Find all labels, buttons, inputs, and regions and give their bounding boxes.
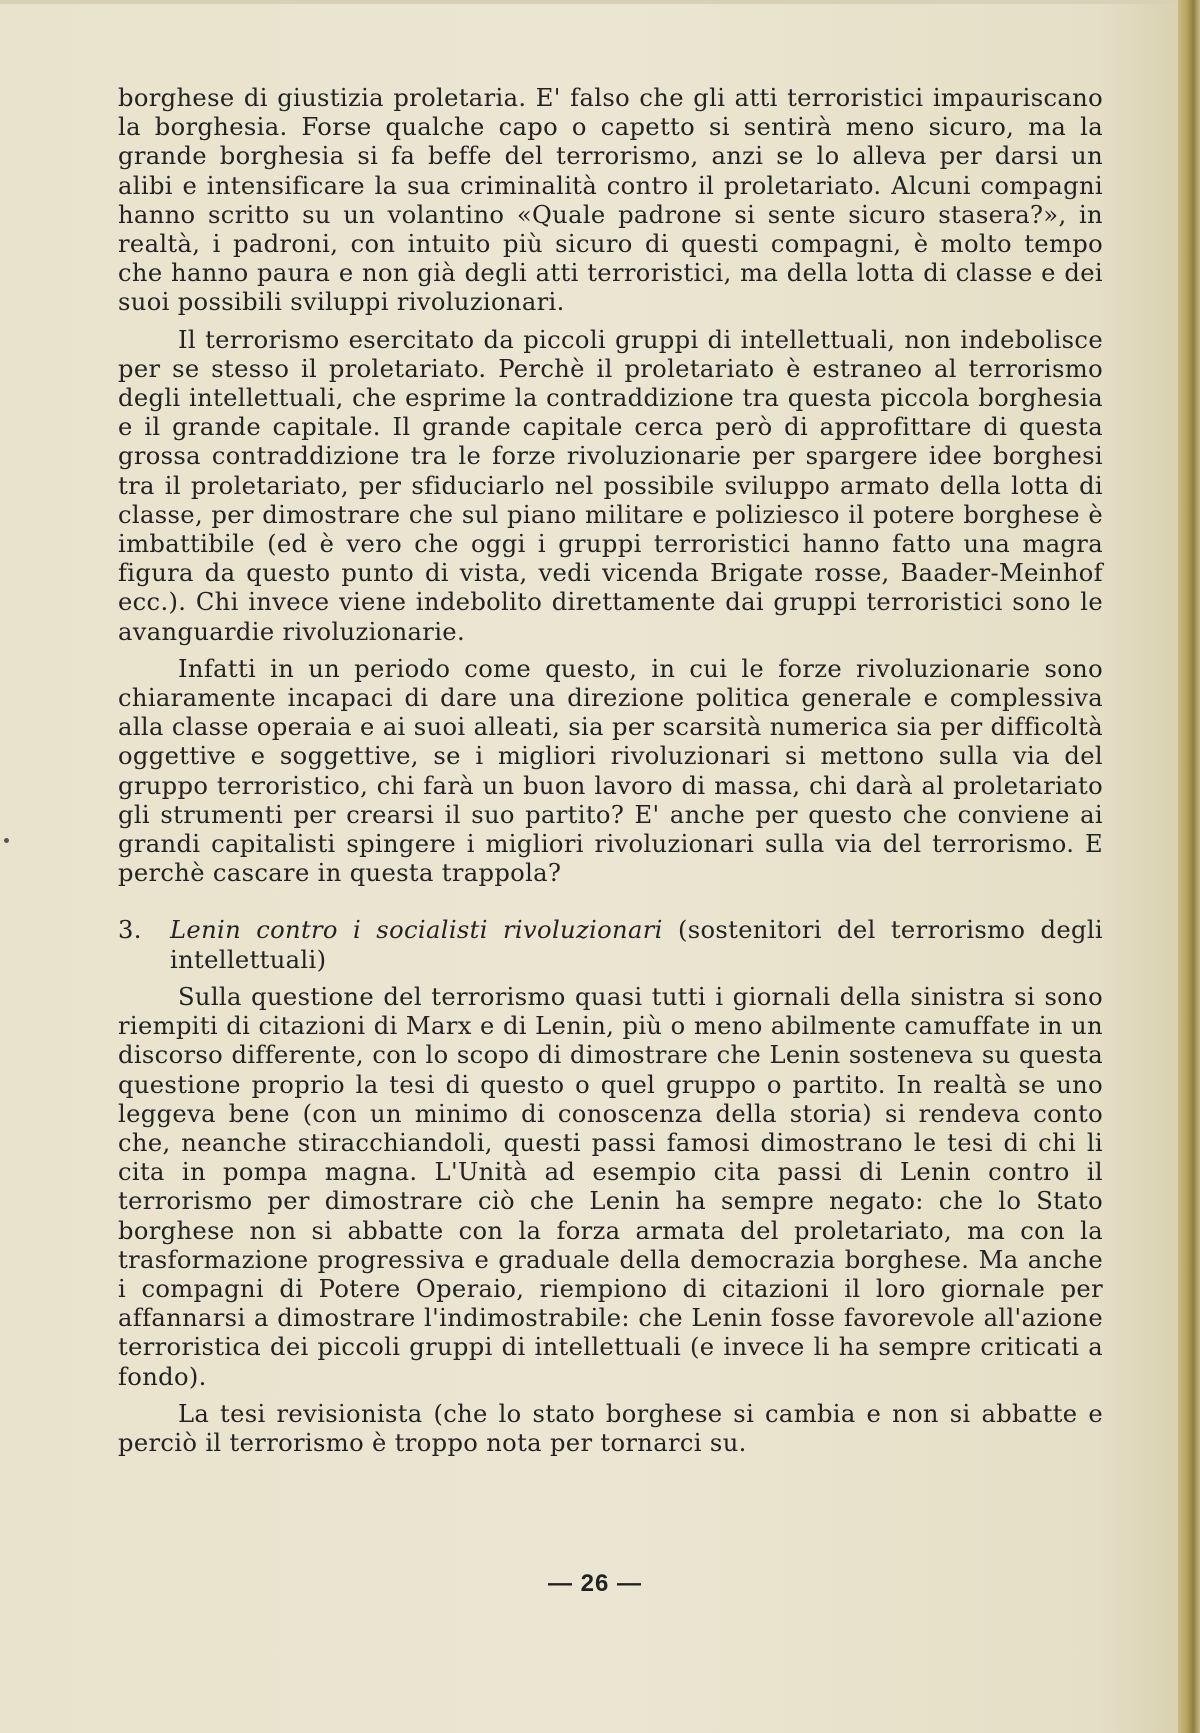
section-title-italic: Lenin contro i socialisti rivoluzionari	[170, 916, 663, 945]
paragraph-gap	[118, 975, 1103, 983]
section-gap	[118, 888, 1103, 916]
section-title-rest: (sostenitori del terrorismo degli intellettuali)	[170, 916, 1103, 974]
margin-speck	[4, 838, 9, 843]
page-body	[118, 84, 1103, 1458]
book-spine-edge	[1178, 0, 1200, 1733]
page-top-border	[0, 0, 1200, 4]
paragraph-2: Il terrorismo esercitato da piccoli gruppi di intellettuali, non indebolisce per se stesso il proletariato. Perchè il proletariato è estraneo al terrorismo degli intellettuali, che esprime la contraddizione tra questa piccola borghesia e il grande capitale. Il grande capitale cerca però di approfittare di questa grossa contraddizione tra le forze rivoluzionarie per spargere idee borghesi tra il proletariato, per sfiduciarlo nel possibile sviluppo armato della lotta di classe, per dimostrare che sul piano militare e poliziesco il potere borghese è imbattibile (ed è vero che oggi i gruppi terroristici hanno fatto una magra figura da questo punto di vista, vedi vicenda Brigate rosse, Baader-Meinhof ecc.). Chi invece viene indebolito direttamente dai gruppi terroristici sono le avanguardie rivoluzionarie.	[118, 325, 1103, 646]
section-title	[170, 916, 1103, 974]
paragraph-gap	[118, 647, 1103, 655]
paragraph-1: borghese di giustizia proletaria. E' falso che gli atti terroristici impauriscano la borghesia. Forse qualche capo o capetto si sentirà meno sicuro, ma la grande borghesia si fa beffe del terrorismo, anzi se lo alleva per darsi un alibi e intensificare la sua criminalità contro il proletariato. Alcuni compagni hanno scritto su un volantino «Quale padrone si sente sicuro stasera?», in realtà, i padroni, con intuito più sicuro di questi compagni, è molto tempo che hanno paura e non già degli atti terroristici, ma della lotta di classe e dei suoi possibili sviluppi rivoluzionari.	[118, 84, 1103, 317]
paragraph-gap	[118, 1392, 1103, 1400]
paragraph-gap	[118, 318, 1103, 326]
paragraph-5: La tesi revisionista (che lo stato borghese si cambia e non si abbatte e perciò il terrorismo è troppo nota per tornarci su.	[118, 1399, 1103, 1457]
paragraph-3: Infatti in un periodo come questo, in cui le forze rivoluzionarie sono chiaramente incapaci di dare una direzione politica generale e complessiva alla classe operaia e ai suoi alleati, sia per scarsità numerica sia per difficoltà oggettive e soggettive, se i migliori rivoluzionari si mettono sulla via del gruppo terroristico, chi farà un buon lavoro di massa, chi darà al proletariato gli strumenti per crearsi il suo partito? E' anche per questo che conviene ai grandi capitalisti spingere i migliori rivoluzionari sulla via del terrorismo. E perchè cascare in questa trappola?	[118, 654, 1103, 888]
paragraph-4: Sulla questione del terrorismo quasi tutti i giornali della sinistra si sono riempiti di citazioni di Marx e di Lenin, più o meno abilmente camuffate in un discorso differente, con lo scopo di dimostrare che Lenin sosteneva su questa questione proprio la tesi di questo o quel gruppo o partito. In realtà se uno leggeva bene (con un minimo di conoscenza della storia) si rendeva conto che, neanche stiracchiandoli, questi passi famosi dimostrano le tesi di chi li cita in pompa magna. L'Unità ad esempio cita passi di Lenin contro il terrorismo per dimostrare ciò che Lenin ha sempre negato: che lo Stato borghese non si abbatte con la forza armata del proletariato, ma con la trasformazione progressiva e graduale della democrazia borghese. Ma anche i compagni di Potere Operaio, riempiono di citazioni il loro giornale per affannarsi a dimostrare l'indimostrabile: che Lenin fosse favorevole all'azione terroristica dei piccoli gruppi di intellettuali (e invece li ha sempre criticati a fondo).	[118, 982, 1103, 1391]
section-number: 3.	[118, 916, 142, 945]
section-heading	[118, 916, 1103, 974]
page-number: — 26 —	[547, 1570, 643, 1597]
